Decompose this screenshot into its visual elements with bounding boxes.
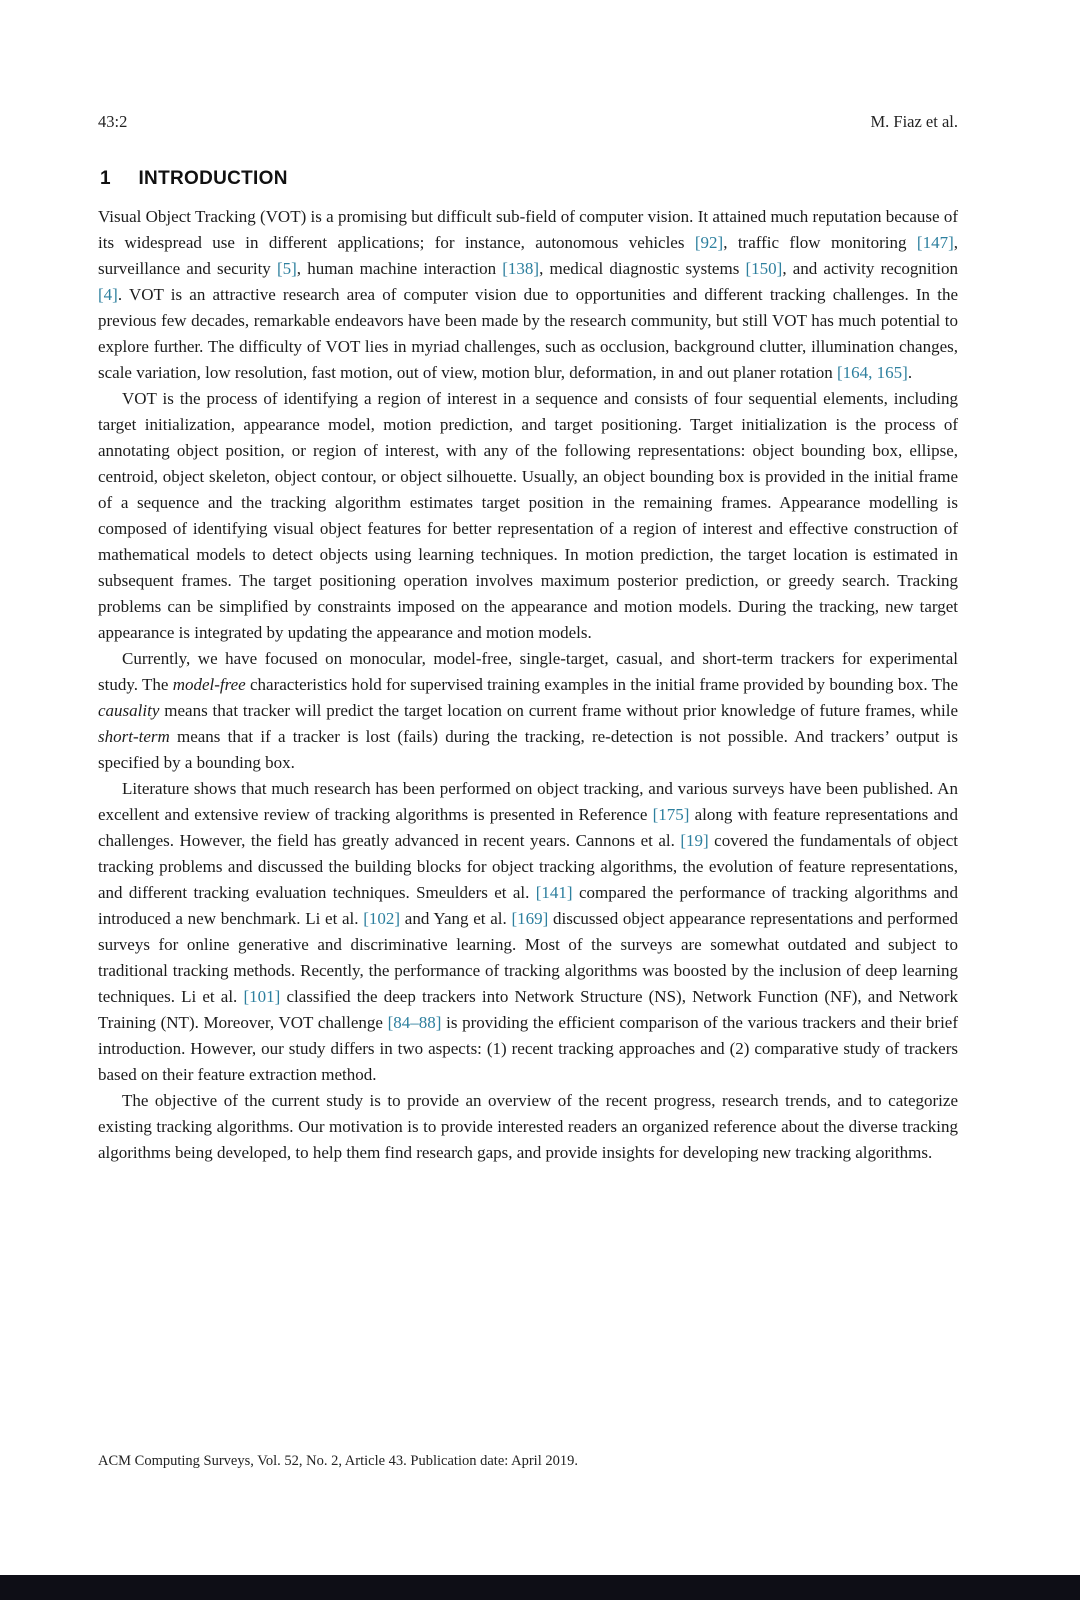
text-run: classified the deep trackers into Network Structure (NS), Network Function (NF), and Network Training (NT). Moreover, VOT challenge bbox=[98, 987, 958, 1032]
text-run: . VOT is an attractive research area of computer vision due to opportunities and different tracking challenges. In the previous few decades, remarkable endeavors have been made by the research community, but still VOT has much potential to explore further. The difficulty of VOT lies in myriad challenges, such as occlusion, background clutter, illumination changes, scale variation, low resolution, fast motion, out of view, motion blur, deformation, in and out planer rotation bbox=[98, 285, 958, 382]
text-run: discussed object appearance representations and performed surveys for online generative and discriminative learning. Most of the surveys are somewhat outdated and subject to traditional tracking methods. Recently, the performance of tracking algorithms was boosted by the inclusion of deep learning techniques. Li et al. bbox=[98, 909, 958, 1006]
text-run: , and activity recognition bbox=[782, 259, 958, 278]
citation-link[interactable]: [19] bbox=[680, 831, 709, 850]
text-run: , surveillance and security bbox=[98, 233, 958, 278]
journal-footer: ACM Computing Surveys, Vol. 52, No. 2, Article 43. Publication date: April 2019. bbox=[98, 1453, 578, 1469]
citation-link[interactable]: [92] bbox=[694, 233, 724, 252]
text-run: , human machine interaction bbox=[296, 259, 503, 278]
paragraph bbox=[98, 386, 958, 646]
citation-link[interactable]: [5] bbox=[276, 259, 297, 278]
emphasis-text: short-term bbox=[98, 727, 170, 746]
text-run: along with feature representations and challenges. However, the field has greatly advanced in recent years. Cannons et al. bbox=[98, 805, 958, 850]
text-run: characteristics hold for supervised training examples in the initial frame provided by bounding box. The bbox=[245, 675, 959, 694]
emphasis-text: model-free bbox=[172, 675, 246, 694]
page-number: 43:2 bbox=[98, 112, 128, 131]
text-run: . bbox=[907, 363, 913, 382]
text-run: Currently, we have focused on monocular, model-free, single-target, casual, and short-term trackers for experimental study. The bbox=[98, 649, 958, 694]
text-run: and Yang et al. bbox=[400, 909, 512, 928]
text-run: is providing the efficient comparison of the various trackers and their brief introduction. However, our study differs in two aspects: (1) recent tracking approaches and (2) comparative study of trackers based on their feature extraction method. bbox=[98, 1013, 958, 1084]
article-body bbox=[98, 204, 958, 1166]
text-run: Visual Object Tracking (VOT) is a promising but difficult sub-field of computer vision. It attained much reputation because of its widespread use in different applications; for instance, autonomous vehicles bbox=[98, 207, 958, 252]
text-run: The objective of the current study is to provide an overview of the recent progress, research trends, and to categorize existing tracking algorithms. Our motivation is to provide interested readers an organized reference about the diverse tracking algorithms being developed, to help them find research gaps, and provide insights for developing new tracking algorithms. bbox=[98, 1091, 958, 1162]
citation-link[interactable]: [175] bbox=[652, 805, 690, 824]
paragraph bbox=[98, 646, 958, 776]
text-run: Literature shows that much research has been performed on object tracking, and various surveys have been published. An excellent and extensive review of tracking algorithms is presented in Reference bbox=[98, 779, 958, 824]
text-run: compared the performance of tracking algorithms and introduced a new benchmark. Li et al. bbox=[98, 883, 958, 928]
text-run: means that tracker will predict the target location on current frame without prior knowledge of future frames, while bbox=[159, 701, 958, 720]
paragraph bbox=[98, 1088, 958, 1166]
citation-link[interactable]: [84–88] bbox=[387, 1013, 442, 1032]
text-run: , medical diagnostic systems bbox=[539, 259, 746, 278]
paragraph bbox=[98, 776, 958, 1088]
section-number: 1 bbox=[100, 168, 111, 189]
citation-link[interactable]: [141] bbox=[535, 883, 573, 902]
running-authors: M. Fiaz et al. bbox=[870, 112, 958, 131]
emphasis-text: causality bbox=[98, 701, 160, 720]
citation-link[interactable]: [138] bbox=[502, 259, 540, 278]
text-run: , traffic flow monitoring bbox=[723, 233, 917, 252]
text-run: means that if a tracker is lost (fails) during the tracking, re-detection is not possible. And trackers’ output is specified by a bounding box. bbox=[98, 727, 958, 772]
citation-link[interactable]: [147] bbox=[916, 233, 954, 252]
text-run: covered the fundamentals of object tracking problems and discussed the building blocks for object tracking algorithms, the evolution of feature representations, and different tracking evaluation techniques. Smeulders et al. bbox=[98, 831, 958, 902]
citation-link[interactable]: [150] bbox=[745, 259, 783, 278]
running-header bbox=[98, 112, 958, 132]
citation-link[interactable]: [102] bbox=[363, 909, 401, 928]
citation-link[interactable]: [101] bbox=[243, 987, 281, 1006]
section-title: INTRODUCTION bbox=[138, 168, 288, 189]
bottom-bar bbox=[0, 1575, 1080, 1600]
paragraph bbox=[98, 204, 958, 386]
citation-link[interactable]: [169] bbox=[511, 909, 549, 928]
text-run: VOT is the process of identifying a region of interest in a sequence and consists of four sequential elements, including target initialization, appearance model, motion prediction, and target positioning. Target initialization is the process of annotating object position, or region of interest, with any of the following representations: object bounding box, ellipse, centroid, object skeleton, object contour, or object silhouette. Usually, an object bounding box is provided in the initial frame of a sequence and the tracking algorithm estimates target position in the remaining frames. Appearance modelling is composed of identifying visual object features for better representation of a region of interest and effective construction of mathematical models to detect objects using learning techniques. In motion prediction, the target location is estimated in subsequent frames. The target positioning operation involves maximum posterior prediction, or greedy search. Tracking problems can be simplified by constraints imposed on the appearance and motion models. During the tracking, new target appearance is integrated by updating the appearance and motion models. bbox=[98, 389, 958, 642]
citation-link[interactable]: [164, 165] bbox=[836, 363, 908, 382]
citation-link[interactable]: [4] bbox=[98, 285, 118, 304]
section-heading bbox=[98, 168, 958, 190]
